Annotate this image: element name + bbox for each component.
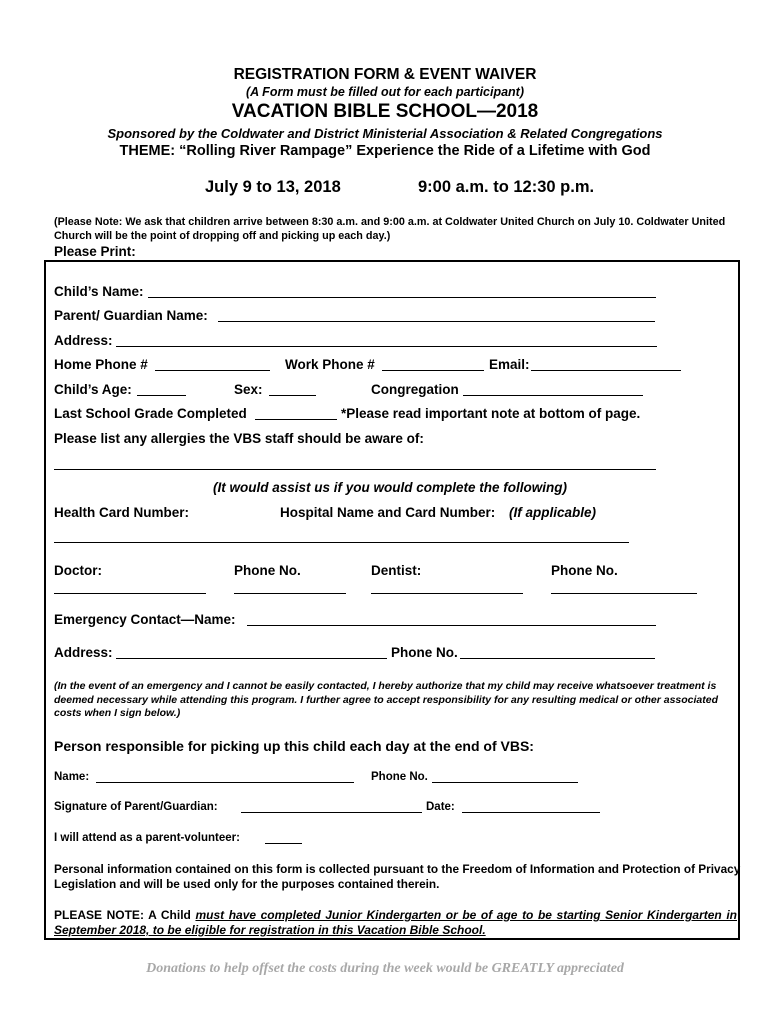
signature-label: Signature of Parent/Guardian: [54, 801, 218, 813]
work-phone-label: Work Phone # [285, 357, 375, 372]
health-card-label: Health Card Number: [54, 505, 190, 520]
child-name-label: Child’s Name: [54, 284, 144, 299]
email-label: Email: [489, 357, 530, 372]
form-subtitle: (A Form must be filled out for each participant) [245, 85, 525, 99]
privacy-statement: Personal information contained on this form is collected pursuant to the Freedom of Information and Protection of Privacy Legislation and will be used only for the purposes contained therein. [54, 862, 741, 891]
child-name-field[interactable] [148, 297, 656, 298]
please-note-label: PLEASE NOTE [54, 908, 140, 922]
event-dates: July 9 to 13, 2018 [205, 178, 341, 196]
grade-label: Last School Grade Completed [54, 406, 247, 421]
dentist-phone-label: Phone No. [551, 563, 618, 578]
emergency-address-label: Address: [54, 645, 113, 660]
work-phone-field[interactable] [382, 370, 484, 371]
allergies-label: Please list any allergies the VBS staff should be aware of: [54, 431, 424, 446]
doctor-phone-label: Phone No. [234, 563, 301, 578]
sex-label: Sex: [234, 382, 263, 397]
health-card-field[interactable] [54, 542, 629, 543]
signature-field[interactable] [241, 812, 422, 813]
grade-field[interactable] [255, 419, 337, 420]
please-print-label: Please Print: [54, 244, 136, 259]
waiver-text: (In the event of an emergency and I cannot be easily contacted, I hereby authorize that my child may receive whatsoever treatment is deemed necessary while attending this program. I further agree to accept responsibility for any resulting medical or other associated costs when I sign below.) [54, 680, 719, 719]
assist-note: (It would assist us if you would complete the following) [213, 480, 568, 495]
sponsor-line: Sponsored by the Coldwater and District Ministerial Association & Related Congregations [107, 126, 663, 141]
arrival-note: (Please Note: We ask that children arrive between 8:30 a.m. and 9:00 a.m. at Coldwater United Church on July 10. Coldwater United Church will be the point of dropping off and picking up each day.) [54, 216, 726, 242]
event-times: 9:00 a.m. to 12:30 p.m. [418, 178, 595, 196]
doctor-phone-field[interactable] [234, 593, 346, 594]
congregation-field[interactable] [463, 395, 643, 396]
dentist-phone-field[interactable] [551, 593, 697, 594]
kindergarten-note [54, 908, 737, 938]
donation-footer: Donations to help offset the costs during the week would be GREATLY appreciated [146, 961, 624, 976]
sex-field[interactable] [269, 395, 316, 396]
guardian-name-field[interactable] [218, 321, 655, 322]
volunteer-label: I will attend as a parent-volunteer: [54, 832, 240, 844]
pickup-phone-field[interactable] [432, 782, 578, 783]
grade-note: *Please read important note at bottom of page. [341, 406, 641, 421]
guardian-name-label: Parent/ Guardian Name: [54, 308, 208, 323]
emergency-phone-field[interactable] [460, 658, 655, 659]
form-title: REGISTRATION FORM & EVENT WAIVER [233, 66, 537, 83]
pickup-name-field[interactable] [96, 782, 354, 783]
dentist-label: Dentist: [371, 563, 422, 578]
address-label: Address: [54, 333, 113, 348]
please-note-requirement: must have completed Junior Kindergarten or be of age to be starting Senior Kindergarten in September 2018, to be eligible for registration in this Vacation Bible School. [54, 908, 737, 937]
child-age-label: Child’s Age: [54, 382, 132, 397]
allergies-field[interactable] [54, 469, 656, 470]
doctor-label: Doctor: [54, 563, 102, 578]
address-field[interactable] [116, 346, 657, 347]
emergency-phone-label: Phone No. [391, 645, 458, 660]
pickup-name-label: Name: [54, 771, 90, 783]
please-note-prefix: : A Child [139, 908, 196, 922]
hospital-note: (If applicable) [509, 505, 597, 520]
hospital-label: Hospital Name and Card Number: [280, 505, 496, 520]
email-field[interactable] [531, 370, 681, 371]
congregation-label: Congregation [371, 382, 459, 397]
pickup-phone-label: Phone No. [371, 771, 428, 783]
doctor-field[interactable] [54, 593, 206, 594]
emergency-address-field[interactable] [116, 658, 387, 659]
dentist-field[interactable] [371, 593, 523, 594]
date-label: Date: [426, 801, 455, 813]
child-age-field[interactable] [137, 395, 186, 396]
date-field[interactable] [462, 812, 600, 813]
theme-line: THEME: “Rolling River Rampage” Experience the Ride of a Lifetime with God [119, 143, 651, 159]
emergency-contact-label: Emergency Contact—Name: [54, 612, 236, 627]
home-phone-label: Home Phone # [54, 357, 148, 372]
volunteer-field[interactable] [265, 843, 302, 844]
home-phone-field[interactable] [155, 370, 270, 371]
event-title: VACATION BIBLE SCHOOL—2018 [231, 101, 539, 122]
emergency-contact-field[interactable] [247, 625, 656, 626]
pickup-label: Person responsible for picking up this child each day at the end of VBS: [54, 738, 534, 754]
